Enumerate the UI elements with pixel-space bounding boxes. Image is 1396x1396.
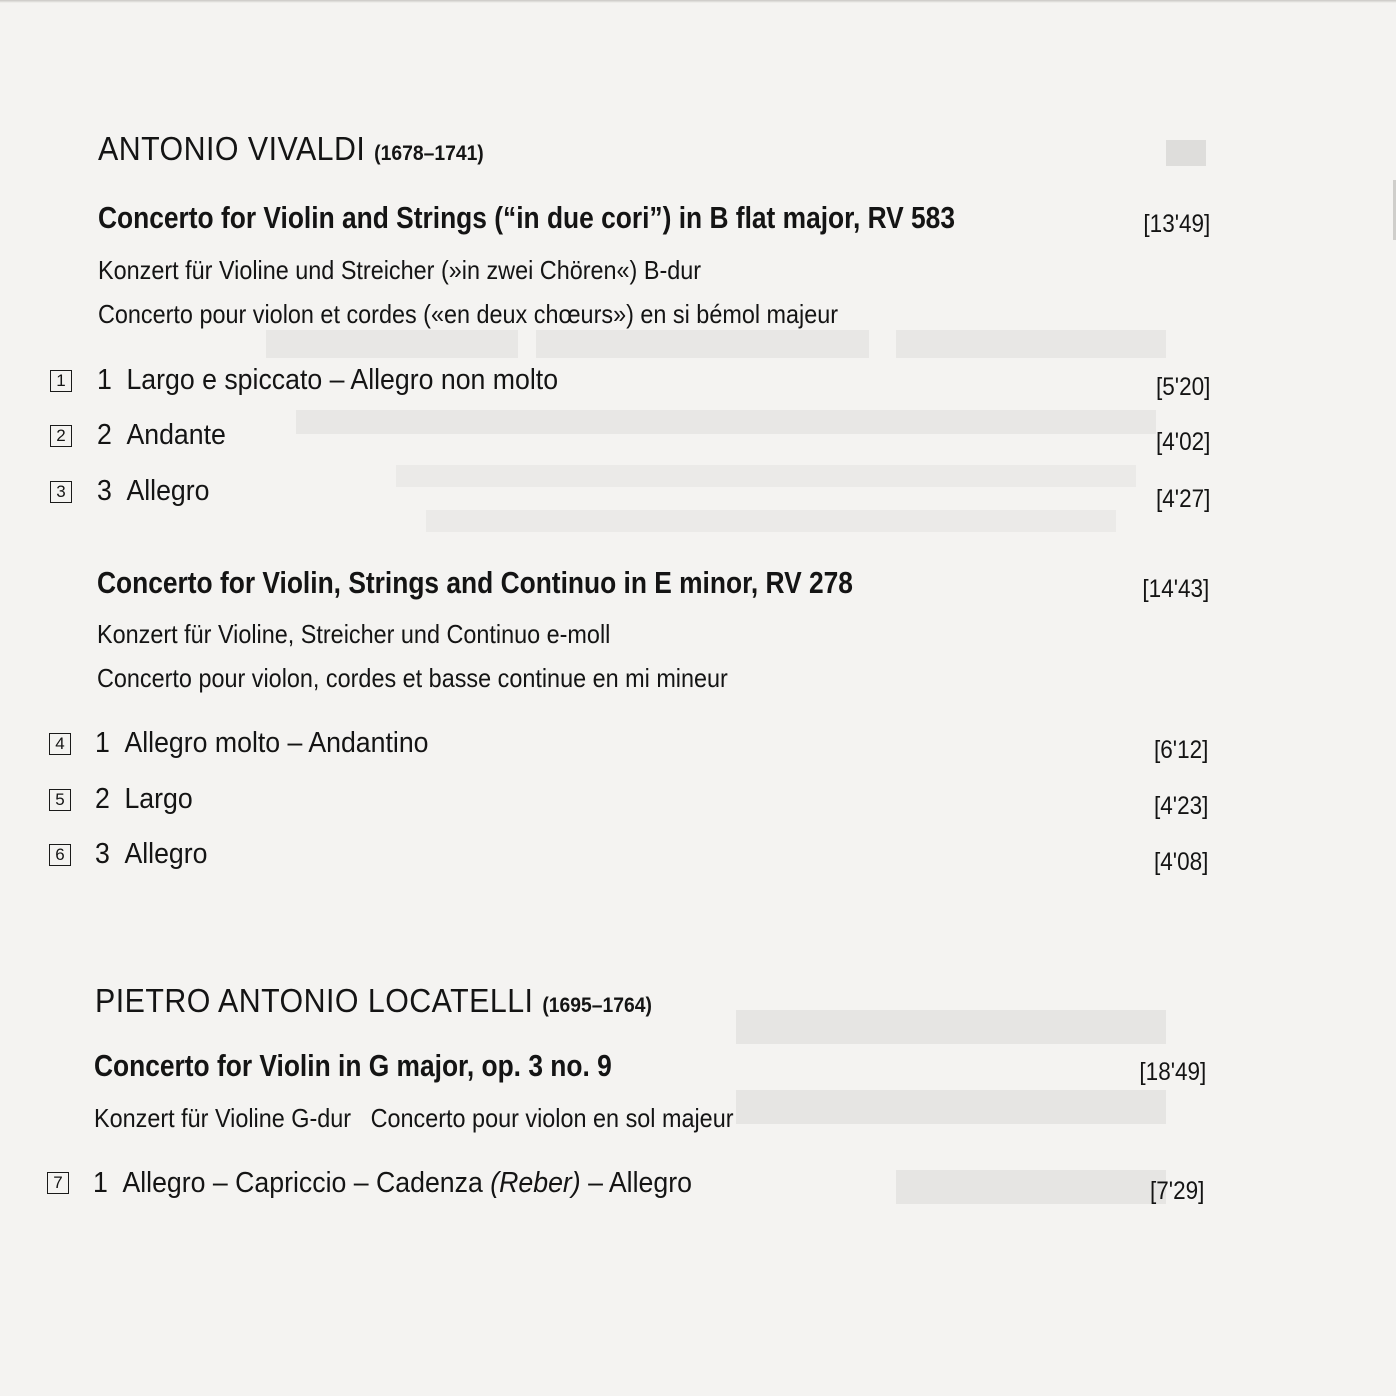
movement-number: 2: [95, 783, 110, 815]
track-duration: [4'08]: [1153, 848, 1208, 876]
track-title: Allegro: [126, 475, 210, 507]
track-duration: [6'12]: [1153, 736, 1208, 764]
track-title-performer: (Reber): [490, 1167, 581, 1199]
movement-number: 1: [95, 727, 110, 759]
track-number-box: 7: [47, 1172, 69, 1194]
track-number-box: 4: [49, 733, 71, 755]
work-title-rv278: Concerto for Violin, Strings and Continuo in E minor, RV 278: [97, 565, 853, 600]
track-row: [95, 783, 193, 816]
work-title-rv583: Concerto for Violin and Strings (“in due cori”) in B flat major, RV 583: [98, 200, 955, 235]
track-row: [97, 475, 209, 508]
work-title-op3no9: Concerto for Violin in G major, op. 3 no. 9: [94, 1048, 612, 1083]
work-french-rv583: Concerto pour violon et cordes («en deux chœurs») en si bémol majeur: [98, 299, 839, 329]
composer-heading-locatelli: [95, 982, 652, 1020]
movement-number: 3: [97, 475, 112, 507]
work-german-op3no9: Konzert für Violine G-dur: [94, 1103, 352, 1133]
composer-name: ANTONIO VIVALDI: [98, 130, 366, 167]
track-number-box: 5: [49, 789, 71, 811]
work-duration-rv278: [14'43]: [1142, 575, 1209, 603]
movement-number: 3: [95, 838, 110, 870]
track-duration: [4'02]: [1155, 428, 1210, 456]
track-duration: [4'27]: [1155, 485, 1210, 513]
track-title: Largo e spiccato – Allegro non molto: [126, 364, 559, 396]
composer-heading-vivaldi: [98, 130, 484, 168]
track-title: Allegro molto – Andantino: [124, 727, 429, 759]
track-row: [97, 364, 558, 397]
composer-dates: (1678–1741): [374, 142, 484, 165]
track-number-box: 6: [49, 844, 71, 866]
track-row: [95, 727, 429, 760]
work-german-rv278: Konzert für Violine, Streicher und Continuo e-moll: [97, 619, 611, 649]
work-duration-rv583: [13'49]: [1143, 210, 1210, 238]
track-title: Andante: [126, 419, 226, 451]
track-title-end: – Allegro: [588, 1167, 692, 1199]
composer-dates: (1695–1764): [542, 994, 652, 1017]
track-number-box: 1: [50, 370, 72, 392]
track-number-box: 3: [50, 481, 72, 503]
page-top-edge: [0, 0, 1396, 3]
track-duration: [4'23]: [1153, 792, 1208, 820]
movement-number: 2: [97, 419, 112, 451]
work-french-rv278: Concerto pour violon, cordes et basse continue en mi mineur: [97, 663, 728, 693]
work-french-op3no9: Concerto pour violon en sol majeur: [370, 1103, 734, 1133]
movement-number: 1: [93, 1167, 108, 1199]
track-title: Allegro: [124, 838, 208, 870]
track-duration: [5'20]: [1155, 373, 1210, 401]
track-title: Allegro – Capriccio – Cadenza: [122, 1167, 483, 1199]
track-duration: [7'29]: [1149, 1177, 1204, 1205]
track-title: Largo: [124, 783, 193, 815]
track-row: [93, 1167, 692, 1200]
work-duration-op3no9: [18'49]: [1139, 1058, 1206, 1086]
composer-name: PIETRO ANTONIO LOCATELLI: [95, 982, 534, 1019]
work-translations-op3no9: [94, 1103, 734, 1134]
work-german-rv583: Konzert für Violine und Streicher (»in zwei Chören«) B-dur: [98, 255, 702, 285]
movement-number: 1: [97, 364, 112, 396]
track-number-box: 2: [50, 425, 72, 447]
track-row: [95, 838, 207, 871]
track-row: [97, 419, 226, 452]
